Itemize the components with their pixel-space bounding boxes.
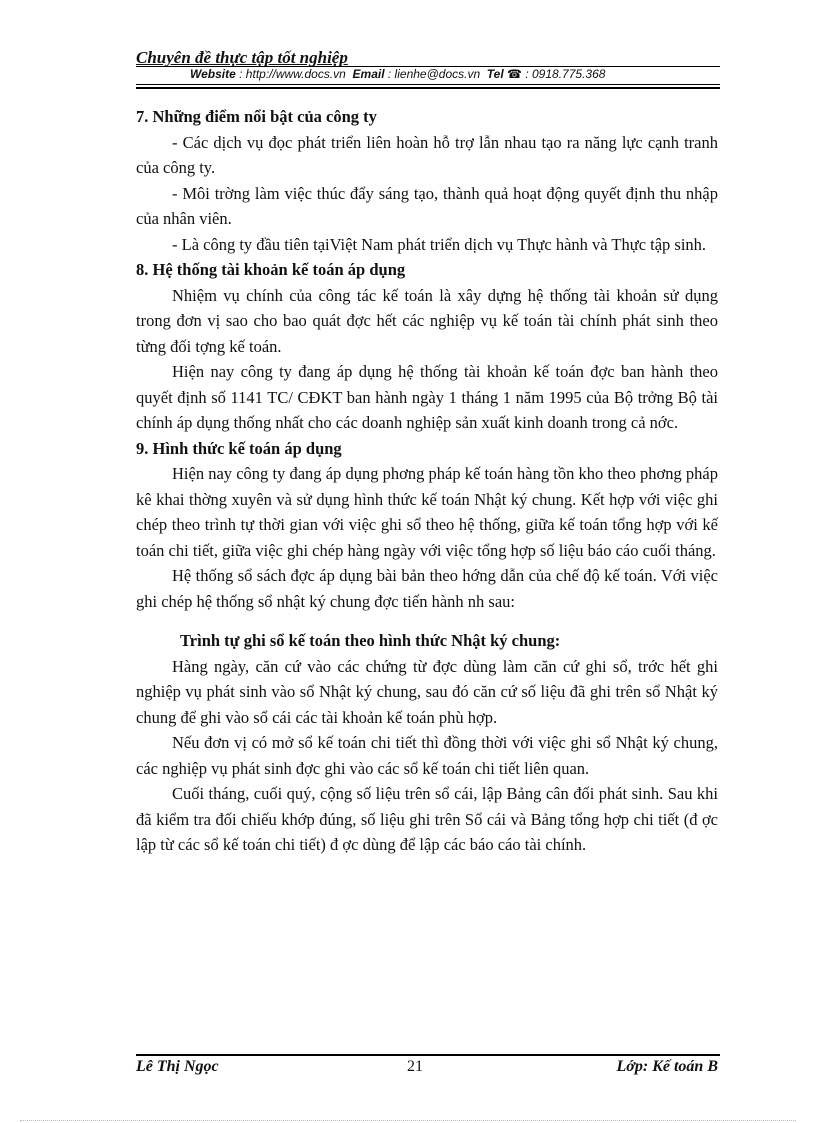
subsection-paragraph-1: Hàng ngày, căn cứ vào các chứng từ đợc dùng làm căn cứ ghi sổ, trớc hết ghi nghiệp vụ phát sinh vào sổ Nhật ký chung, sau đó căn cứ số liệu đã ghi trên sổ Nhật ký chung để ghi vào sổ cái các tài khoản kế toán phù hợp.: [136, 656, 718, 727]
header-rule: [136, 84, 720, 89]
page-edge: [20, 1120, 796, 1121]
email-link[interactable]: : lienhe@docs.vn: [387, 67, 481, 81]
section-7-item-1: - Các dịch vụ đọc phát triển liên hoàn hỗ trợ lẫn nhau tạo ra năng lực cạnh tranh của công ty.: [136, 132, 718, 177]
document-body: [136, 104, 718, 858]
email-label: Email: [352, 67, 385, 81]
footer-class: Lớp: Kế toán B: [616, 1058, 718, 1075]
section-9-title: 9. Hình thức kế toán áp dụng: [136, 438, 342, 458]
tel-number: : 0918.775.368: [525, 67, 606, 81]
page-number: 21: [407, 1058, 423, 1075]
footer-author: Lê Thị Ngọc: [136, 1058, 219, 1075]
website-label: Website: [190, 67, 236, 81]
subsection-paragraph-3: Cuối tháng, cuối quý, cộng số liệu trên sổ cái, lập Bảng cân đối phát sinh. Sau khi đã kiểm tra đối chiếu khớp đúng, số liệu ghi trên Sổ cái và Bảng tổng hợp chi tiết (đ ợc lập từ các sổ kế toán chi tiết) đ ợc dùng để lập các báo cáo tài chính.: [136, 784, 718, 854]
section-8-paragraph-2: Hiện nay công ty đang áp dụng hệ thống tài khoản kế toán đợc ban hành theo quyết định số 1141 TC/ CĐKT ban hành ngày 1 tháng 1 năm 1995 của Bộ trởng Bộ tài chính áp dụng thống nhất cho các doanh nghiệp sản xuất kinh doanh trong cả nớc.: [136, 362, 718, 432]
section-7-item-2: - Môi trờng làm việc thúc đẩy sáng tạo, thành quả hoạt động quyết định thu nhập của nhân viên.: [136, 183, 718, 228]
tel-label: Tel: [486, 67, 504, 81]
section-8-title: 8. Hệ thống tài khoản kế toán áp dụng: [136, 260, 406, 279]
header-title: Chuyên đề thực tập tốt nghiệp: [136, 48, 348, 67]
section-7-title: 7. Những điểm nổi bật của công ty: [136, 107, 377, 126]
subsection-paragraph-2: Nếu đơn vị có mở sổ kế toán chi tiết thì đồng thời với việc ghi sổ Nhật ký chung, các nghiệp vụ phát sinh đợc ghi vào các sổ kế toán chi tiết liên quan.: [136, 733, 718, 778]
header-contact: [190, 67, 605, 81]
subsection-title: Trình tự ghi sổ kế toán theo hình thức Nhật ký chung:: [180, 631, 561, 650]
section-7-item-3: - Là công ty đầu tiên tạiViệt Nam phát triển dịch vụ Thực hành và Thực tập sinh.: [172, 234, 707, 254]
footer-divider: [136, 1054, 720, 1056]
section-9-paragraph-2: Hệ thống sổ sách đợc áp dụng bài bản theo hớng dẫn của chế độ kế toán. Với việc ghi chép hệ thống sổ nhật ký chung đợc tiến hành nh sau:: [136, 566, 718, 611]
section-9-paragraph-1: Hiện nay công ty đang áp dụng phơng pháp kế toán hàng tồn kho theo phơng pháp kê khai thờng xuyên và sử dụng hình thức kế toán Nhật ký chung. Kết hợp với việc ghi chép theo trình tự thời gian với việc ghi sổ theo hệ thống, giữa kế toán tổng hợp với kế toán chi tiết, giữa việc ghi chép hàng ngày với việc tổng hợp số liệu báo cáo cuối tháng.: [136, 464, 718, 560]
website-link[interactable]: : http://www.docs.vn: [239, 67, 346, 81]
section-8-paragraph-1: Nhiệm vụ chính của công tác kế toán là xây dựng hệ thống tài khoản sử dụng trong đơn vị sao cho bao quát đợc hết các nghiệp vụ kế toán tài chính phát sinh theo từng đối tợng kế toán.: [136, 285, 718, 356]
phone-icon: ☎: [507, 67, 522, 81]
